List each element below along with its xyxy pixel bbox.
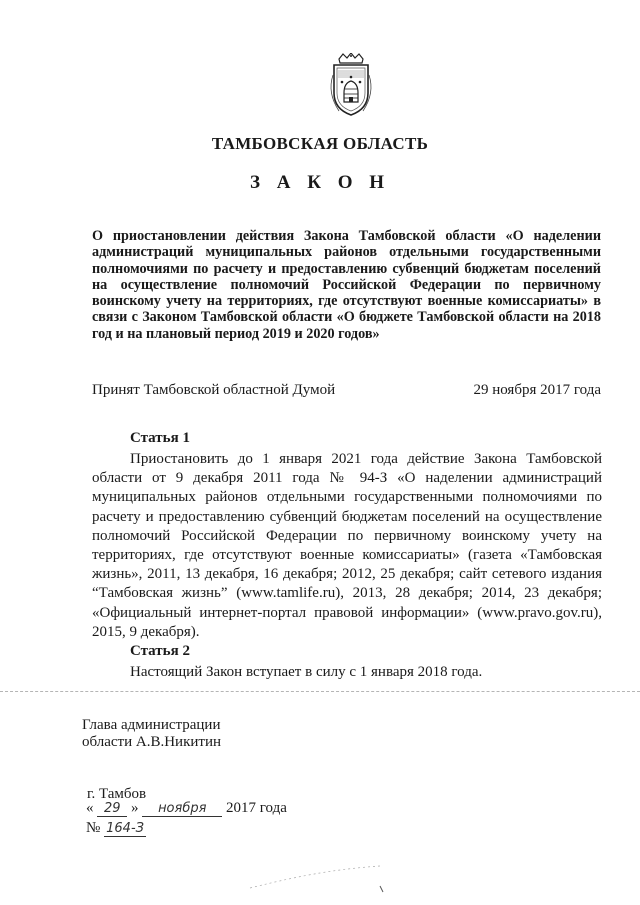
scan-mark-scribble xyxy=(230,848,430,898)
article-2-text: Настоящий Закон вступает в силу с 1 января 2018 года. xyxy=(130,664,483,680)
quote-close: » xyxy=(131,800,139,816)
city: г. Тамбов xyxy=(87,786,147,802)
law-title: О приостановлении действия Закона Тамбовской области «О наделении администраций муниципальных районов отдельными государственными полномочиями по расчету и предоставлению субвенций бюджетам поселений на осуществление полномочий Российской Федерации по первичному воинскому учету на территориях, где отсутствуют военные комиссариаты» в связи с Законом Тамбовской области «О бюджете Тамбовской области на 2018 год и на плановый период 2019 и 2020 годов» xyxy=(92,228,601,342)
article-1-heading: Статья 1 xyxy=(130,430,190,446)
document-type-heading: З А К О Н xyxy=(249,172,391,193)
adoption-date: 29 ноября 2017 года xyxy=(473,382,601,398)
number-label: № xyxy=(86,820,101,836)
signatory-name: области А.В.Никитин xyxy=(82,734,222,750)
handwritten-day: 29 xyxy=(97,801,127,817)
adopted-by: Принят Тамбовской областной Думой xyxy=(92,382,336,398)
signature-block xyxy=(82,717,221,751)
handwritten-month: ноября xyxy=(142,801,222,817)
year: 2017 года xyxy=(226,800,287,816)
law-number-line xyxy=(86,820,146,837)
article-2-heading: Статья 2 xyxy=(130,643,190,659)
signing-date xyxy=(86,800,287,817)
tambov-coat-of-arms-icon xyxy=(325,53,377,117)
quote-open: « xyxy=(86,800,94,816)
signatory-position: Глава администрации xyxy=(82,717,221,733)
scan-divider xyxy=(0,691,640,692)
handwritten-law-number: 164-З xyxy=(104,821,146,837)
adoption-line xyxy=(92,382,601,399)
article-1-text: Приостановить до 1 января 2021 года действие Закона Тамбовской области от 9 декабря 2011 года № 94-З «О наделении администраций муниципальных районов отдельными государственными полномочиями по расчету и предоставлению субвенций бюджетам поселений на осуществление полномочий Российской Федерации по первичному воинскому учету на территориях, где отсутствуют военные комиссариаты» (газета «Тамбовская жизнь», 2011, 13 декабря, 16 декабря; 2012, 25 декабря; сайт сетевого издания “Тамбовская жизнь” (www.tamlife.ru), 2013, 28 декабря; 2014, 23 декабря; «Официальный интернет-портал правовой информации» (www.pravo.gov.ru), 2015, 9 декабря). xyxy=(92,451,602,640)
region-heading: ТАМБОВСКАЯ ОБЛАСТЬ xyxy=(211,134,429,153)
